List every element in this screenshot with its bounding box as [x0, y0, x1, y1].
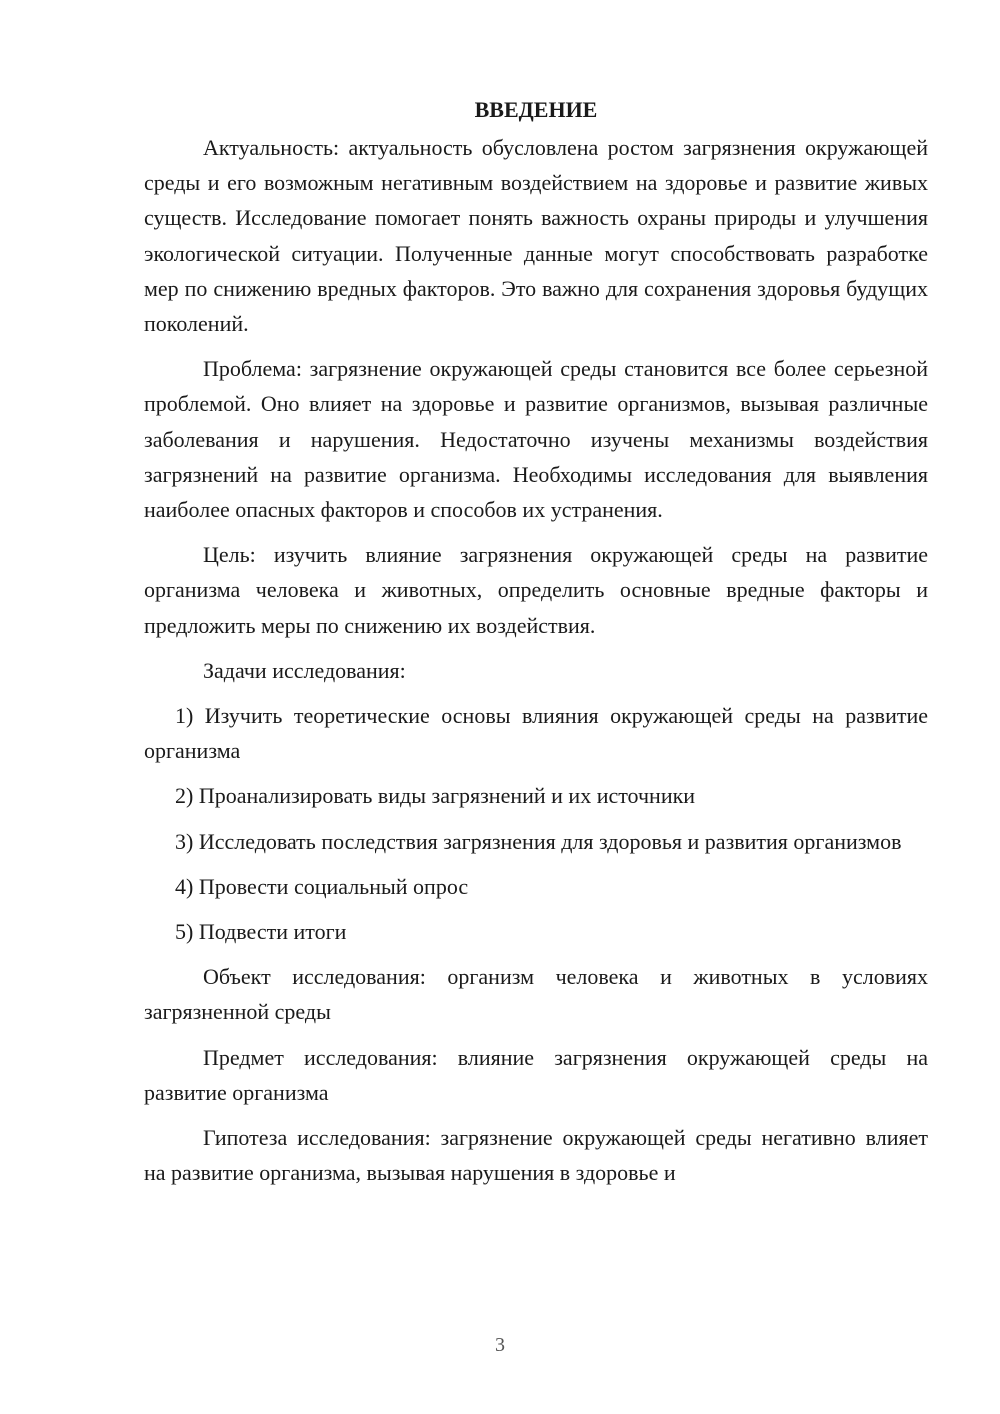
subject-paragraph: Предмет исследования: влияние загрязнения окружающей среды на развитие организма [144, 1044, 928, 1105]
task-item-5: 5) Подвести итоги [175, 919, 347, 945]
page-number: 3 [495, 1334, 505, 1356]
problem-paragraph: Проблема: загрязнение окружающей среды становится все более серьезной проблемой. Оно влияет на здоровье и развитие организмов, вызывая различные заболевания и нарушения. Недостаточно изучены механизмы воздействия загрязнений на развитие организма. Необходимы исследования для выявления наиболее опасных факторов и способов их устранения. [144, 356, 928, 523]
tasks-heading: Задачи исследования: [203, 657, 406, 683]
goal-paragraph: Цель: изучить влияние загрязнения окружающей среды на развитие организма человека и животных, определить основные вредные факторы и предложить меры по снижению их воздействия. [144, 542, 928, 638]
relevance-paragraph: Актуальность: актуальность обусловлена ростом загрязнения окружающей среды и его возможным негативным воздействием на здоровье и развитие живых существ. Исследование помогает понять важность охраны природы и улучшения экологической ситуации. Полученные данные могут способствовать разработке мер по снижению вредных факторов. Это важно для сохранения здоровья будущих поколений. [144, 135, 928, 337]
task-item-3: 3) Исследовать последствия загрязнения для здоровья и развития организмов [175, 828, 902, 854]
section-title: ВВЕДЕНИЕ [474, 97, 598, 122]
task-item-1: 1) Изучить теоретические основы влияния окружающей среды на развитие организма [144, 703, 928, 764]
object-paragraph: Объект исследования: организм человека и животных в условиях загрязненной среды [144, 964, 928, 1025]
document-page [144, 92, 928, 1200]
hypothesis-paragraph: Гипотеза исследования: загрязнение окружающей среды негативно влияет на развитие организма, вызывая нарушения в здоровье и [144, 1125, 928, 1186]
task-item-4: 4) Провести социальный опрос [175, 873, 469, 899]
task-item-2: 2) Проанализировать виды загрязнений и их источники [175, 783, 696, 809]
